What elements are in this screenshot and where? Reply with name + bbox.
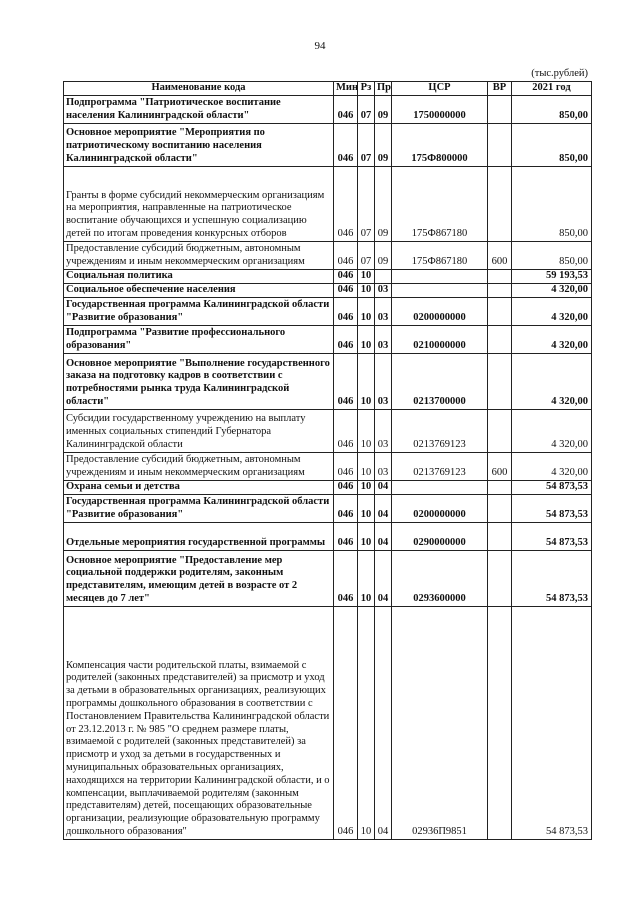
row-csr: 02936П9851 (392, 606, 488, 839)
row-min: 046 (334, 241, 358, 269)
row-amount: 54 873,53 (512, 606, 592, 839)
row-csr: 0290000000 (392, 522, 488, 550)
table-row (64, 283, 592, 297)
row-vr (488, 550, 512, 606)
row-csr (392, 480, 488, 494)
row-name: Предоставление субсидий бюджетным, автономным учреждениям и иным некоммерческим организациям (64, 452, 334, 480)
row-rz: 10 (358, 550, 375, 606)
row-min: 046 (334, 452, 358, 480)
row-name: Государственная программа Калининградской области "Развитие образования" (64, 297, 334, 325)
table-row (64, 297, 592, 325)
row-name: Гранты в форме субсидий некоммерческим организациям на мероприятия, направленные на патриотическое воспитание обучающихся и успешную социализацию детей по итогам проведения конкурсных отборов (64, 166, 334, 241)
row-csr: 175Ф867180 (392, 241, 488, 269)
table-row (64, 269, 592, 283)
row-vr (488, 522, 512, 550)
row-csr: 0213769123 (392, 409, 488, 452)
row-csr: 1750000000 (392, 95, 488, 123)
row-pr: 09 (375, 166, 392, 241)
row-vr (488, 95, 512, 123)
row-rz: 10 (358, 353, 375, 409)
row-csr (392, 269, 488, 283)
header-name: Наименование кода (64, 82, 334, 96)
units-label: (тыс.рублей) (531, 68, 588, 79)
row-csr: 0213769123 (392, 452, 488, 480)
table-row (64, 452, 592, 480)
row-pr: 09 (375, 123, 392, 166)
row-vr (488, 353, 512, 409)
row-rz: 10 (358, 494, 375, 522)
row-name: Основное мероприятие "Предоставление мер социальной поддержки родителям, законным представителям, имеющим детей в возрасте от 2 месяцев до 7 лет" (64, 550, 334, 606)
table-row (64, 522, 592, 550)
table-row (64, 409, 592, 452)
row-name: Подпрограмма "Патриотическое воспитание населения Калининградской области" (64, 95, 334, 123)
header-min: Мин (334, 82, 358, 96)
row-csr: 0200000000 (392, 297, 488, 325)
row-pr (375, 269, 392, 283)
row-csr (392, 283, 488, 297)
row-amount: 850,00 (512, 95, 592, 123)
row-amount: 4 320,00 (512, 409, 592, 452)
row-name: Социальная политика (64, 269, 334, 283)
row-vr (488, 606, 512, 839)
row-rz: 10 (358, 606, 375, 839)
row-rz: 07 (358, 166, 375, 241)
row-amount: 4 320,00 (512, 297, 592, 325)
row-min: 046 (334, 353, 358, 409)
row-rz: 07 (358, 123, 375, 166)
row-rz: 10 (358, 297, 375, 325)
row-rz: 07 (358, 241, 375, 269)
row-amount: 54 873,53 (512, 480, 592, 494)
row-name: Государственная программа Калининградской области "Развитие образования" (64, 494, 334, 522)
row-min: 046 (334, 166, 358, 241)
row-min: 046 (334, 123, 358, 166)
header-vr: ВР (488, 82, 512, 96)
row-name: Основное мероприятие "Мероприятия по патриотическому воспитанию населения Калининградской области" (64, 123, 334, 166)
row-amount: 4 320,00 (512, 283, 592, 297)
row-amount: 4 320,00 (512, 452, 592, 480)
row-csr: 175Ф800000 (392, 123, 488, 166)
row-name: Основное мероприятие "Выполнение государственного заказа на подготовку кадров в соответствии с потребностями рынка труда Калининградской области" (64, 353, 334, 409)
row-vr (488, 283, 512, 297)
row-csr: 0200000000 (392, 494, 488, 522)
row-rz: 10 (358, 522, 375, 550)
row-rz: 10 (358, 325, 375, 353)
row-vr (488, 480, 512, 494)
table-row (64, 95, 592, 123)
row-min: 046 (334, 283, 358, 297)
row-name: Подпрограмма "Развитие профессионального образования" (64, 325, 334, 353)
row-pr: 04 (375, 522, 392, 550)
row-vr (488, 494, 512, 522)
table-row (64, 353, 592, 409)
row-amount: 4 320,00 (512, 325, 592, 353)
row-pr: 03 (375, 283, 392, 297)
header-rz: Рз (358, 82, 375, 96)
row-amount: 54 873,53 (512, 494, 592, 522)
row-pr: 09 (375, 241, 392, 269)
row-vr (488, 325, 512, 353)
row-csr: 0293600000 (392, 550, 488, 606)
row-vr: 600 (488, 241, 512, 269)
row-min: 046 (334, 480, 358, 494)
page-number: 94 (314, 40, 326, 52)
row-min: 046 (334, 269, 358, 283)
row-name: Предоставление субсидий бюджетным, автономным учреждениям и иным некоммерческим организациям (64, 241, 334, 269)
row-rz: 10 (358, 480, 375, 494)
row-name: Социальное обеспечение населения (64, 283, 334, 297)
row-name: Субсидии государственному учреждению на выплату именных социальных стипендий Губернатора Калининградской области (64, 409, 334, 452)
row-pr: 03 (375, 325, 392, 353)
table-row (64, 241, 592, 269)
row-csr: 0210000000 (392, 325, 488, 353)
row-pr: 04 (375, 550, 392, 606)
row-amount: 54 873,53 (512, 550, 592, 606)
table-row (64, 550, 592, 606)
row-pr: 03 (375, 353, 392, 409)
row-amount: 59 193,53 (512, 269, 592, 283)
row-min: 046 (334, 409, 358, 452)
row-amount: 850,00 (512, 123, 592, 166)
row-rz: 10 (358, 452, 375, 480)
row-min: 046 (334, 522, 358, 550)
row-vr: 600 (488, 452, 512, 480)
row-pr: 04 (375, 480, 392, 494)
row-pr: 03 (375, 409, 392, 452)
table-row (64, 606, 592, 839)
row-amount: 850,00 (512, 166, 592, 241)
row-min: 046 (334, 325, 358, 353)
table-row (64, 494, 592, 522)
row-min: 046 (334, 494, 358, 522)
row-pr: 03 (375, 297, 392, 325)
row-name: Компенсация части родительской платы, взимаемой с родителей (законных представителей) за присмотр и уход за детьми в образовательных организациях, реализующих программы дошкольного образования в соответствии с Постановлением Правительства Калининградской области от 23.12.2013 г. № 985 "О среднем размере платы, взимаемой с родителей (законных представителей) за присмотр и уход за детьми в государственных и муниципальных образовательных организациях, находящихся на территории Калининградской области, и о компенсации, выплачиваемой родителям (законным представителям) детей, посещающих образовательные организации, реализующие образовательную программу дошкольного образования" (64, 606, 334, 839)
row-name: Охрана семьи и детства (64, 480, 334, 494)
row-rz: 10 (358, 409, 375, 452)
table-row (64, 123, 592, 166)
header-pr: Пр (375, 82, 392, 96)
header-row (64, 82, 592, 96)
row-pr: 04 (375, 606, 392, 839)
row-amount: 54 873,53 (512, 522, 592, 550)
row-min: 046 (334, 297, 358, 325)
header-csr: ЦСР (392, 82, 488, 96)
row-vr (488, 166, 512, 241)
row-vr (488, 269, 512, 283)
row-pr: 09 (375, 95, 392, 123)
row-min: 046 (334, 606, 358, 839)
row-min: 046 (334, 95, 358, 123)
budget-table (63, 81, 592, 840)
row-amount: 4 320,00 (512, 353, 592, 409)
row-csr: 0213700000 (392, 353, 488, 409)
row-pr: 03 (375, 452, 392, 480)
table-row (64, 166, 592, 241)
row-rz: 07 (358, 95, 375, 123)
row-vr (488, 123, 512, 166)
row-vr (488, 409, 512, 452)
row-amount: 850,00 (512, 241, 592, 269)
table-row (64, 480, 592, 494)
row-name: Отдельные мероприятия государственной программы (64, 522, 334, 550)
row-min: 046 (334, 550, 358, 606)
header-year: 2021 год (512, 82, 592, 96)
row-rz: 10 (358, 269, 375, 283)
row-pr: 04 (375, 494, 392, 522)
row-csr: 175Ф867180 (392, 166, 488, 241)
table-row (64, 325, 592, 353)
row-vr (488, 297, 512, 325)
row-rz: 10 (358, 283, 375, 297)
